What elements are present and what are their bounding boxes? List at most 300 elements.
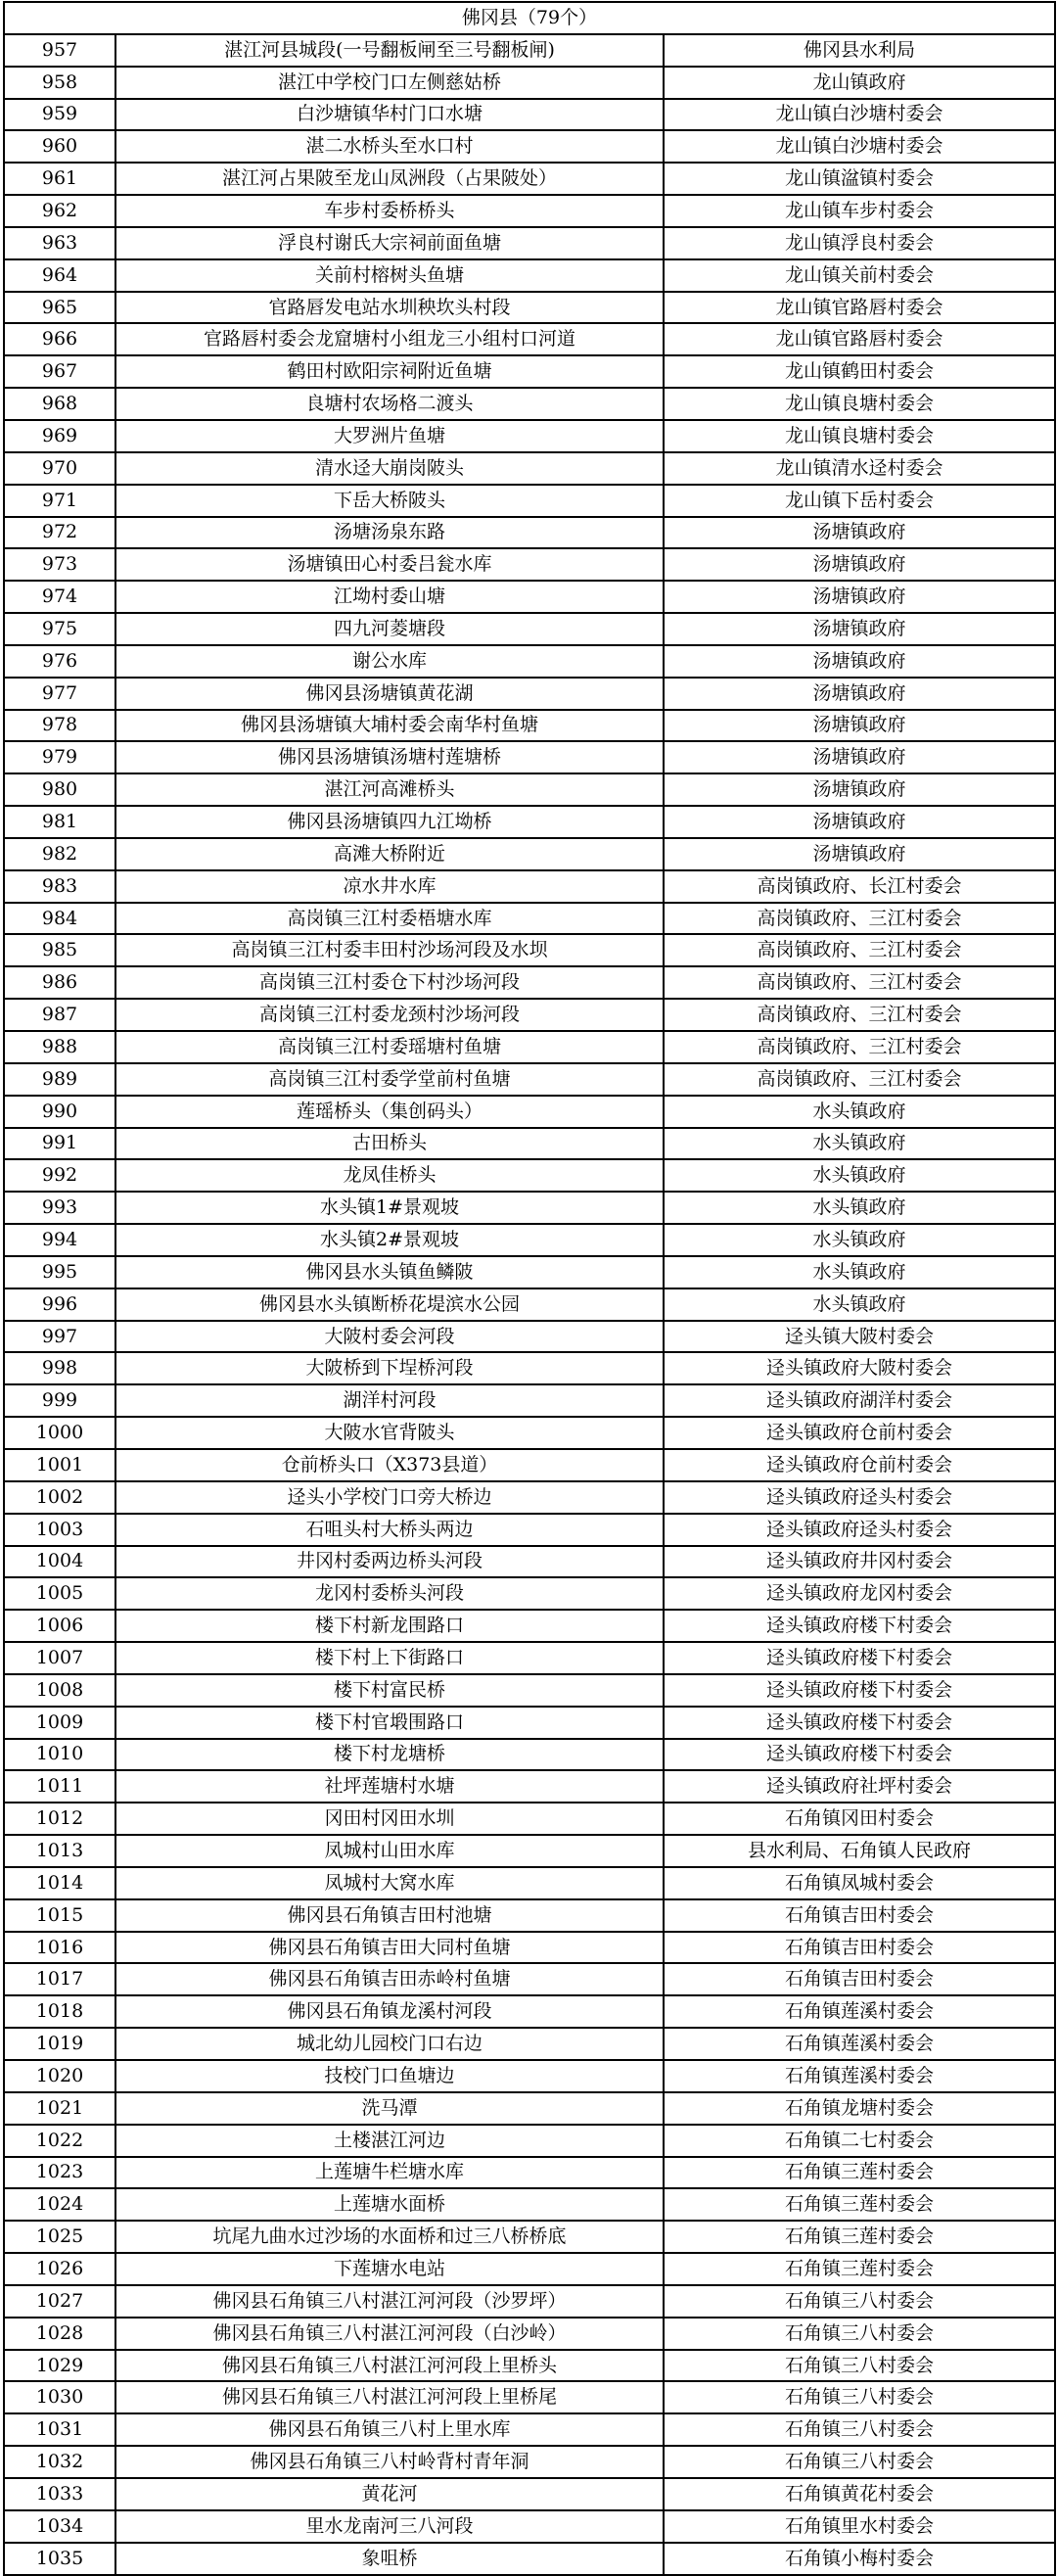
table-row bbox=[4, 838, 1055, 870]
row-number: 994 bbox=[4, 1224, 115, 1256]
responsible-unit-cell: 石角镇吉田村委会 bbox=[664, 1932, 1055, 1964]
row-number: 957 bbox=[4, 34, 115, 67]
location-cell: 楼下村官塅围路口 bbox=[115, 1707, 664, 1739]
row-number: 998 bbox=[4, 1352, 115, 1384]
responsible-unit-cell: 高岗镇政府、长江村委会 bbox=[664, 870, 1055, 903]
responsible-unit-cell: 龙山镇下岳村委会 bbox=[664, 485, 1055, 517]
row-number: 972 bbox=[4, 517, 115, 549]
table-row bbox=[4, 710, 1055, 742]
table-row bbox=[4, 1770, 1055, 1803]
table-row bbox=[4, 34, 1055, 67]
row-number: 1009 bbox=[4, 1707, 115, 1739]
responsible-unit-cell: 龙山镇车步村委会 bbox=[664, 195, 1055, 227]
location-table bbox=[3, 1, 1056, 2576]
responsible-unit-cell: 高岗镇政府、三江村委会 bbox=[664, 999, 1055, 1031]
responsible-unit-cell: 石角镇三八村委会 bbox=[664, 2318, 1055, 2350]
row-number: 1006 bbox=[4, 1610, 115, 1642]
table-row bbox=[4, 1610, 1055, 1642]
table-row bbox=[4, 1739, 1055, 1771]
table-row bbox=[4, 2092, 1055, 2125]
row-number: 1033 bbox=[4, 2478, 115, 2510]
row-number: 1019 bbox=[4, 2028, 115, 2060]
location-cell: 佛冈县石角镇三八村湛江河河段（沙罗坪） bbox=[115, 2285, 664, 2318]
table-row bbox=[4, 2253, 1055, 2285]
responsible-unit-cell: 迳头镇政府楼下村委会 bbox=[664, 1739, 1055, 1771]
responsible-unit-cell: 龙山镇白沙塘村委会 bbox=[664, 130, 1055, 163]
responsible-unit-cell: 龙山镇良塘村委会 bbox=[664, 420, 1055, 452]
row-number: 984 bbox=[4, 903, 115, 935]
row-number: 1015 bbox=[4, 1899, 115, 1932]
row-number: 1013 bbox=[4, 1835, 115, 1867]
location-cell: 大罗洲片鱼塘 bbox=[115, 420, 664, 452]
row-number: 1007 bbox=[4, 1642, 115, 1674]
responsible-unit-cell: 汤塘镇政府 bbox=[664, 548, 1055, 581]
row-number: 1008 bbox=[4, 1674, 115, 1707]
location-cell: 佛冈县石角镇三八村岭背村青年洞 bbox=[115, 2446, 664, 2478]
table-row bbox=[4, 1224, 1055, 1256]
location-cell: 江坳村委山塘 bbox=[115, 581, 664, 613]
table-row bbox=[4, 2350, 1055, 2382]
responsible-unit-cell: 迳头镇政府楼下村委会 bbox=[664, 1610, 1055, 1642]
row-number: 973 bbox=[4, 548, 115, 581]
row-number: 978 bbox=[4, 710, 115, 742]
table-row bbox=[4, 870, 1055, 903]
row-number: 964 bbox=[4, 259, 115, 292]
responsible-unit-cell: 县水利局、石角镇人民政府 bbox=[664, 1835, 1055, 1867]
responsible-unit-cell: 高岗镇政府、三江村委会 bbox=[664, 966, 1055, 999]
row-number: 1023 bbox=[4, 2157, 115, 2189]
location-cell: 凉水井水库 bbox=[115, 870, 664, 903]
table-row bbox=[4, 130, 1055, 163]
responsible-unit-cell: 高岗镇政府、三江村委会 bbox=[664, 1063, 1055, 1096]
location-cell: 楼下村新龙围路口 bbox=[115, 1610, 664, 1642]
responsible-unit-cell: 石角镇吉田村委会 bbox=[664, 1963, 1055, 1995]
table-row bbox=[4, 1096, 1055, 1128]
row-number: 976 bbox=[4, 645, 115, 678]
table-row bbox=[4, 1352, 1055, 1384]
location-cell: 坑尾九曲水过沙场的水面桥和过三八桥桥底 bbox=[115, 2221, 664, 2253]
table-row bbox=[4, 2221, 1055, 2253]
responsible-unit-cell: 石角镇黄花村委会 bbox=[664, 2478, 1055, 2510]
table-row bbox=[4, 966, 1055, 999]
table-row bbox=[4, 2510, 1055, 2543]
location-cell: 凤城村大窝水库 bbox=[115, 1867, 664, 1899]
row-number: 982 bbox=[4, 838, 115, 870]
responsible-unit-cell: 汤塘镇政府 bbox=[664, 710, 1055, 742]
table-row bbox=[4, 581, 1055, 613]
location-cell: 楼下村富民桥 bbox=[115, 1674, 664, 1707]
location-cell: 大陂桥到下埕桥河段 bbox=[115, 1352, 664, 1384]
responsible-unit-cell: 水头镇政府 bbox=[664, 1192, 1055, 1224]
row-number: 1000 bbox=[4, 1417, 115, 1449]
location-cell: 良塘村农场格二渡头 bbox=[115, 388, 664, 420]
location-cell: 井冈村委两边桥头河段 bbox=[115, 1546, 664, 1578]
row-number: 1020 bbox=[4, 2060, 115, 2092]
table-row bbox=[4, 2446, 1055, 2478]
row-number: 988 bbox=[4, 1031, 115, 1063]
row-number: 977 bbox=[4, 678, 115, 710]
row-number: 1024 bbox=[4, 2188, 115, 2221]
responsible-unit-cell: 水头镇政府 bbox=[664, 1256, 1055, 1288]
table-row bbox=[4, 2285, 1055, 2318]
row-number: 983 bbox=[4, 870, 115, 903]
responsible-unit-cell: 石角镇冈田村委会 bbox=[664, 1803, 1055, 1835]
location-cell: 佛冈县汤塘镇大埔村委会南华村鱼塘 bbox=[115, 710, 664, 742]
row-number: 1027 bbox=[4, 2285, 115, 2318]
row-number: 965 bbox=[4, 292, 115, 324]
table-row bbox=[4, 67, 1055, 99]
row-number: 1030 bbox=[4, 2381, 115, 2413]
table-row bbox=[4, 452, 1055, 485]
responsible-unit-cell: 高岗镇政府、三江村委会 bbox=[664, 903, 1055, 935]
table-row bbox=[4, 99, 1055, 131]
row-number: 1031 bbox=[4, 2413, 115, 2446]
location-cell: 高岗镇三江村委丰田村沙场河段及水坝 bbox=[115, 934, 664, 966]
responsible-unit-cell: 迳头镇政府湖洋村委会 bbox=[664, 1384, 1055, 1417]
row-number: 986 bbox=[4, 966, 115, 999]
table-row bbox=[4, 1128, 1055, 1160]
location-cell: 官路唇村委会龙窟塘村小组龙三小组村口河道 bbox=[115, 323, 664, 355]
responsible-unit-cell: 水头镇政府 bbox=[664, 1096, 1055, 1128]
responsible-unit-cell: 石角镇三八村委会 bbox=[664, 2381, 1055, 2413]
table-row bbox=[4, 1963, 1055, 1995]
row-number: 1004 bbox=[4, 1546, 115, 1578]
table-row bbox=[4, 903, 1055, 935]
row-number: 963 bbox=[4, 227, 115, 259]
location-cell: 龙凤佳桥头 bbox=[115, 1159, 664, 1192]
row-number: 974 bbox=[4, 581, 115, 613]
row-number: 1032 bbox=[4, 2446, 115, 2478]
location-cell: 石咀头村大桥头两边 bbox=[115, 1514, 664, 1546]
location-cell: 关前村榕树头鱼塘 bbox=[115, 259, 664, 292]
responsible-unit-cell: 迳头镇政府楼下村委会 bbox=[664, 1642, 1055, 1674]
responsible-unit-cell: 汤塘镇政府 bbox=[664, 773, 1055, 806]
responsible-unit-cell: 龙山镇清水迳村委会 bbox=[664, 452, 1055, 485]
responsible-unit-cell: 石角镇小梅村委会 bbox=[664, 2543, 1055, 2575]
location-cell: 佛冈县石角镇三八村湛江河河段上里桥尾 bbox=[115, 2381, 664, 2413]
responsible-unit-cell: 汤塘镇政府 bbox=[664, 517, 1055, 549]
table-row bbox=[4, 741, 1055, 773]
row-number: 987 bbox=[4, 999, 115, 1031]
table-row bbox=[4, 323, 1055, 355]
table-row bbox=[4, 2157, 1055, 2189]
table-row bbox=[4, 1514, 1055, 1546]
section-header-row bbox=[4, 2, 1055, 34]
row-number: 958 bbox=[4, 67, 115, 99]
location-cell: 土楼湛江河边 bbox=[115, 2125, 664, 2157]
location-cell: 谢公水库 bbox=[115, 645, 664, 678]
responsible-unit-cell: 汤塘镇政府 bbox=[664, 678, 1055, 710]
responsible-unit-cell: 石角镇凤城村委会 bbox=[664, 1867, 1055, 1899]
row-number: 1034 bbox=[4, 2510, 115, 2543]
table-row bbox=[4, 1899, 1055, 1932]
table-row bbox=[4, 548, 1055, 581]
location-cell: 佛冈县水头镇断桥花堤滨水公园 bbox=[115, 1288, 664, 1321]
location-cell: 佛冈县石角镇三八村上里水库 bbox=[115, 2413, 664, 2446]
table-row bbox=[4, 2318, 1055, 2350]
location-cell: 四九河菱塘段 bbox=[115, 613, 664, 645]
table-row bbox=[4, 1321, 1055, 1353]
responsible-unit-cell: 石角镇三八村委会 bbox=[664, 2285, 1055, 2318]
row-number: 1003 bbox=[4, 1514, 115, 1546]
row-number: 968 bbox=[4, 388, 115, 420]
location-cell: 佛冈县石角镇吉田赤岭村鱼塘 bbox=[115, 1963, 664, 1995]
section-title: 佛冈县（79个） bbox=[4, 2, 1055, 34]
table-row bbox=[4, 934, 1055, 966]
responsible-unit-cell: 石角镇三八村委会 bbox=[664, 2350, 1055, 2382]
table-row bbox=[4, 485, 1055, 517]
responsible-unit-cell: 龙山镇湓镇村委会 bbox=[664, 163, 1055, 195]
location-cell: 高滩大桥附近 bbox=[115, 838, 664, 870]
row-number: 1017 bbox=[4, 1963, 115, 1995]
responsible-unit-cell: 石角镇三八村委会 bbox=[664, 2413, 1055, 2446]
responsible-unit-cell: 龙山镇官路唇村委会 bbox=[664, 292, 1055, 324]
location-cell: 水头镇2#景观坡 bbox=[115, 1224, 664, 1256]
row-number: 966 bbox=[4, 323, 115, 355]
row-number: 981 bbox=[4, 806, 115, 838]
location-cell: 上莲塘牛栏塘水库 bbox=[115, 2157, 664, 2189]
location-cell: 下莲塘水电站 bbox=[115, 2253, 664, 2285]
responsible-unit-cell: 石角镇里水村委会 bbox=[664, 2510, 1055, 2543]
row-number: 1016 bbox=[4, 1932, 115, 1964]
location-cell: 龙冈村委桥头河段 bbox=[115, 1577, 664, 1610]
location-cell: 白沙塘镇华村门口水塘 bbox=[115, 99, 664, 131]
responsible-unit-cell: 龙山镇政府 bbox=[664, 67, 1055, 99]
table-row bbox=[4, 355, 1055, 388]
row-number: 971 bbox=[4, 485, 115, 517]
table-row bbox=[4, 1288, 1055, 1321]
table-row bbox=[4, 420, 1055, 452]
table-row bbox=[4, 1835, 1055, 1867]
table-row bbox=[4, 1063, 1055, 1096]
table-row bbox=[4, 1932, 1055, 1964]
responsible-unit-cell: 汤塘镇政府 bbox=[664, 581, 1055, 613]
row-number: 1035 bbox=[4, 2543, 115, 2575]
location-cell: 下岳大桥陂头 bbox=[115, 485, 664, 517]
responsible-unit-cell: 龙山镇浮良村委会 bbox=[664, 227, 1055, 259]
location-cell: 大陂水官背陂头 bbox=[115, 1417, 664, 1449]
responsible-unit-cell: 迳头镇政府迳头村委会 bbox=[664, 1514, 1055, 1546]
location-cell: 佛冈县石角镇吉田大同村鱼塘 bbox=[115, 1932, 664, 1964]
location-cell: 古田桥头 bbox=[115, 1128, 664, 1160]
responsible-unit-cell: 石角镇三莲村委会 bbox=[664, 2188, 1055, 2221]
location-cell: 佛冈县石角镇龙溪村河段 bbox=[115, 1995, 664, 2028]
responsible-unit-cell: 石角镇三莲村委会 bbox=[664, 2157, 1055, 2189]
location-cell: 湛江河高滩桥头 bbox=[115, 773, 664, 806]
table-row bbox=[4, 1384, 1055, 1417]
location-cell: 莲瑶桥头（集创码头） bbox=[115, 1096, 664, 1128]
location-cell: 佛冈县石角镇三八村湛江河河段上里桥头 bbox=[115, 2350, 664, 2382]
location-cell: 鹤田村欧阳宗祠附近鱼塘 bbox=[115, 355, 664, 388]
row-number: 985 bbox=[4, 934, 115, 966]
responsible-unit-cell: 龙山镇鹤田村委会 bbox=[664, 355, 1055, 388]
table-row bbox=[4, 1707, 1055, 1739]
responsible-unit-cell: 石角镇三莲村委会 bbox=[664, 2221, 1055, 2253]
table-row bbox=[4, 1546, 1055, 1578]
responsible-unit-cell: 石角镇莲溪村委会 bbox=[664, 2028, 1055, 2060]
location-cell: 高岗镇三江村委学堂前村鱼塘 bbox=[115, 1063, 664, 1096]
location-cell: 车步村委桥桥头 bbox=[115, 195, 664, 227]
location-cell: 佛冈县汤塘镇四九江坳桥 bbox=[115, 806, 664, 838]
row-number: 975 bbox=[4, 613, 115, 645]
row-number: 1026 bbox=[4, 2253, 115, 2285]
table-row bbox=[4, 1256, 1055, 1288]
responsible-unit-cell: 佛冈县水利局 bbox=[664, 34, 1055, 67]
row-number: 1025 bbox=[4, 2221, 115, 2253]
location-cell: 清水迳大崩岗陂头 bbox=[115, 452, 664, 485]
location-cell: 冈田村冈田水圳 bbox=[115, 1803, 664, 1835]
responsible-unit-cell: 石角镇龙塘村委会 bbox=[664, 2092, 1055, 2125]
row-number: 992 bbox=[4, 1159, 115, 1192]
location-cell: 大陂村委会河段 bbox=[115, 1321, 664, 1353]
responsible-unit-cell: 迳头镇政府楼下村委会 bbox=[664, 1674, 1055, 1707]
row-number: 979 bbox=[4, 741, 115, 773]
row-number: 1021 bbox=[4, 2092, 115, 2125]
location-cell: 水头镇1#景观坡 bbox=[115, 1192, 664, 1224]
table-row bbox=[4, 1642, 1055, 1674]
table-row bbox=[4, 2060, 1055, 2092]
table-row bbox=[4, 1192, 1055, 1224]
location-cell: 佛冈县石角镇三八村湛江河河段（白沙岭） bbox=[115, 2318, 664, 2350]
responsible-unit-cell: 汤塘镇政府 bbox=[664, 613, 1055, 645]
table-row bbox=[4, 1417, 1055, 1449]
responsible-unit-cell: 石角镇三八村委会 bbox=[664, 2446, 1055, 2478]
table-row bbox=[4, 1031, 1055, 1063]
location-cell: 上莲塘水面桥 bbox=[115, 2188, 664, 2221]
responsible-unit-cell: 汤塘镇政府 bbox=[664, 741, 1055, 773]
responsible-unit-cell: 汤塘镇政府 bbox=[664, 645, 1055, 678]
responsible-unit-cell: 水头镇政府 bbox=[664, 1128, 1055, 1160]
row-number: 990 bbox=[4, 1096, 115, 1128]
row-number: 991 bbox=[4, 1128, 115, 1160]
table-row bbox=[4, 1803, 1055, 1835]
table-row bbox=[4, 1674, 1055, 1707]
location-cell: 高岗镇三江村委瑶塘村鱼塘 bbox=[115, 1031, 664, 1063]
responsible-unit-cell: 石角镇三莲村委会 bbox=[664, 2253, 1055, 2285]
table-body bbox=[4, 2, 1055, 2575]
location-cell: 仓前桥头口（X373县道） bbox=[115, 1449, 664, 1481]
table-row bbox=[4, 1159, 1055, 1192]
table-row bbox=[4, 613, 1055, 645]
responsible-unit-cell: 迳头镇政府井冈村委会 bbox=[664, 1546, 1055, 1578]
row-number: 969 bbox=[4, 420, 115, 452]
table-row bbox=[4, 388, 1055, 420]
location-cell: 汤塘汤泉东路 bbox=[115, 517, 664, 549]
row-number: 1010 bbox=[4, 1739, 115, 1771]
table-row bbox=[4, 517, 1055, 549]
location-cell: 技校门口鱼塘边 bbox=[115, 2060, 664, 2092]
responsible-unit-cell: 迳头镇政府仓前村委会 bbox=[664, 1417, 1055, 1449]
document-sheet bbox=[3, 1, 1054, 2569]
table-row bbox=[4, 2413, 1055, 2446]
row-number: 997 bbox=[4, 1321, 115, 1353]
location-cell: 高岗镇三江村委仓下村沙场河段 bbox=[115, 966, 664, 999]
row-number: 1001 bbox=[4, 1449, 115, 1481]
location-cell: 湖洋村河段 bbox=[115, 1384, 664, 1417]
location-cell: 楼下村上下街路口 bbox=[115, 1642, 664, 1674]
responsible-unit-cell: 石角镇莲溪村委会 bbox=[664, 2060, 1055, 2092]
responsible-unit-cell: 水头镇政府 bbox=[664, 1159, 1055, 1192]
row-number: 1005 bbox=[4, 1577, 115, 1610]
row-number: 967 bbox=[4, 355, 115, 388]
row-number: 1028 bbox=[4, 2318, 115, 2350]
table-row bbox=[4, 259, 1055, 292]
row-number: 961 bbox=[4, 163, 115, 195]
responsible-unit-cell: 汤塘镇政府 bbox=[664, 838, 1055, 870]
location-cell: 佛冈县汤塘镇汤塘村莲塘桥 bbox=[115, 741, 664, 773]
table-row bbox=[4, 227, 1055, 259]
location-cell: 佛冈县汤塘镇黄花湖 bbox=[115, 678, 664, 710]
location-cell: 城北幼儿园校门口右边 bbox=[115, 2028, 664, 2060]
row-number: 1022 bbox=[4, 2125, 115, 2157]
responsible-unit-cell: 迳头镇大陂村委会 bbox=[664, 1321, 1055, 1353]
table-row bbox=[4, 2543, 1055, 2575]
location-cell: 湛二水桥头至水口村 bbox=[115, 130, 664, 163]
location-cell: 社坪莲塘村水塘 bbox=[115, 1770, 664, 1803]
responsible-unit-cell: 石角镇吉田村委会 bbox=[664, 1899, 1055, 1932]
table-row bbox=[4, 806, 1055, 838]
responsible-unit-cell: 迳头镇政府迳头村委会 bbox=[664, 1481, 1055, 1514]
table-row bbox=[4, 2478, 1055, 2510]
row-number: 959 bbox=[4, 99, 115, 131]
table-row bbox=[4, 645, 1055, 678]
location-cell: 佛冈县石角镇吉田村池塘 bbox=[115, 1899, 664, 1932]
responsible-unit-cell: 迳头镇政府楼下村委会 bbox=[664, 1707, 1055, 1739]
table-row bbox=[4, 999, 1055, 1031]
table-row bbox=[4, 2125, 1055, 2157]
row-number: 1029 bbox=[4, 2350, 115, 2382]
row-number: 1012 bbox=[4, 1803, 115, 1835]
row-number: 996 bbox=[4, 1288, 115, 1321]
responsible-unit-cell: 高岗镇政府、三江村委会 bbox=[664, 934, 1055, 966]
responsible-unit-cell: 迳头镇政府社坪村委会 bbox=[664, 1770, 1055, 1803]
table-row bbox=[4, 773, 1055, 806]
table-row bbox=[4, 2188, 1055, 2221]
responsible-unit-cell: 龙山镇官路唇村委会 bbox=[664, 323, 1055, 355]
responsible-unit-cell: 石角镇二七村委会 bbox=[664, 2125, 1055, 2157]
location-cell: 官路唇发电站水圳秧坎头村段 bbox=[115, 292, 664, 324]
responsible-unit-cell: 高岗镇政府、三江村委会 bbox=[664, 1031, 1055, 1063]
table-row bbox=[4, 2028, 1055, 2060]
row-number: 995 bbox=[4, 1256, 115, 1288]
row-number: 962 bbox=[4, 195, 115, 227]
location-cell: 迳头小学校门口旁大桥边 bbox=[115, 1481, 664, 1514]
row-number: 1011 bbox=[4, 1770, 115, 1803]
row-number: 993 bbox=[4, 1192, 115, 1224]
location-cell: 湛江河县城段(一号翻板闸至三号翻板闸) bbox=[115, 34, 664, 67]
table-row bbox=[4, 678, 1055, 710]
location-cell: 象咀桥 bbox=[115, 2543, 664, 2575]
location-cell: 佛冈县水头镇鱼鳞陂 bbox=[115, 1256, 664, 1288]
table-row bbox=[4, 1867, 1055, 1899]
location-cell: 黄花河 bbox=[115, 2478, 664, 2510]
location-cell: 里水龙南河三八河段 bbox=[115, 2510, 664, 2543]
responsible-unit-cell: 龙山镇良塘村委会 bbox=[664, 388, 1055, 420]
responsible-unit-cell: 迳头镇政府大陂村委会 bbox=[664, 1352, 1055, 1384]
responsible-unit-cell: 迳头镇政府龙冈村委会 bbox=[664, 1577, 1055, 1610]
location-cell: 湛江中学校门口左侧慈姑桥 bbox=[115, 67, 664, 99]
location-cell: 楼下村龙塘桥 bbox=[115, 1739, 664, 1771]
row-number: 999 bbox=[4, 1384, 115, 1417]
table-row bbox=[4, 163, 1055, 195]
row-number: 1014 bbox=[4, 1867, 115, 1899]
table-row bbox=[4, 1995, 1055, 2028]
location-cell: 浮良村谢氏大宗祠前面鱼塘 bbox=[115, 227, 664, 259]
responsible-unit-cell: 迳头镇政府仓前村委会 bbox=[664, 1449, 1055, 1481]
responsible-unit-cell: 水头镇政府 bbox=[664, 1288, 1055, 1321]
location-cell: 洗马潭 bbox=[115, 2092, 664, 2125]
location-cell: 高岗镇三江村委龙颈村沙场河段 bbox=[115, 999, 664, 1031]
